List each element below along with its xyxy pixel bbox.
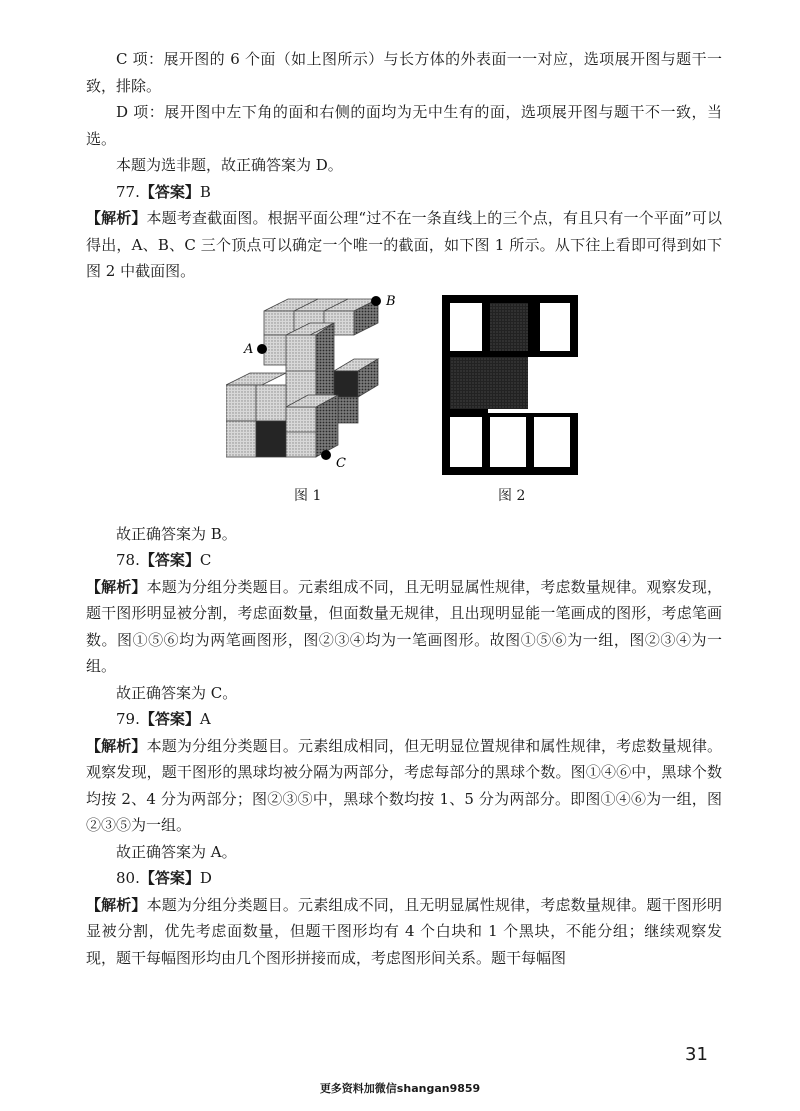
footer-note: 更多资料加微信shangan9859 (319, 1082, 481, 1095)
q80-number: 80. (116, 869, 140, 887)
q78-answer-line (86, 547, 722, 574)
figure-1-caption: 图 1 (294, 487, 322, 504)
point-b-marker (371, 296, 381, 306)
q78-analysis-text: 本题为分组分类题目。元素组成不同，且无明显属性规律，考虑数量规律。观察发现，题干图形明显被分割，考虑面数量，但面数量无规律，且出现明显能一笔画成的图形，考虑笔画数。图①⑤⑥均为两笔画图形，图②③④均为一笔画图形。故图①⑤⑥为一组，图②③④为一组。 (86, 577, 722, 675)
q80-answer-line (86, 865, 722, 892)
q80-analysis-text: 本题为分组分类题目。元素组成不同，且无明显属性规律，考虑数量规律。题干图形明显被分割，优先考虑面数量，但题干图形均有 4 个白块和 1 个黑块，不能分组；继续观察发现，题干每幅图形均由几个图形拼接而成，考虑图形间关系。题干每幅图 (86, 895, 722, 967)
q78-conclusion: 故正确答案为 C。 (116, 683, 238, 702)
q79-analysis-text: 本题为分组分类题目。元素组成相同，但无明显位置规律和属性规律，考虑数量规律。观察发现，题干图形的黑球均被分隔为两部分，考虑每部分的黑球个数。图①④⑥中，黑球个数均按 2、4 分为两部分；图②③⑤中，黑球个数均按 1、5 分为两部分。即图①④⑥为一组，图②③⑤为一组。 (86, 736, 722, 834)
q79-analysis-tag: 【解析】 (86, 736, 147, 755)
q77-answer: B (199, 182, 211, 201)
figure-2-section-view (442, 295, 578, 475)
label-b: B (386, 293, 396, 309)
q79-answer-line (86, 706, 722, 733)
page-content (86, 46, 722, 971)
q78-analysis (86, 574, 722, 680)
q77-answer-line (86, 179, 722, 206)
q80-analysis-tag: 【解析】 (86, 895, 147, 914)
point-a-marker (257, 344, 267, 354)
q78-answer: C (199, 551, 212, 569)
q77-number: 77. (116, 182, 140, 201)
q77-answer-tag: 【答案】 (139, 182, 200, 201)
q77-analysis-text: 本题考查截面图。根据平面公理“过不在一条直线上的三个点，有且只有一个平面”可以得出，A、B、C 三个顶点可以确定一个唯一的截面，如下图 1 所示。从下往上看即可得到如下图 2 中截面图。 (86, 209, 722, 280)
page-number: 31 (685, 1044, 708, 1065)
q79-answer-tag: 【答案】 (139, 710, 200, 728)
paragraph-conclusion-76: 本题为选非题，故正确答案为 D。 (116, 156, 343, 174)
paragraph-d-item: D 项：展开图中左下角的面和右侧的面均为无中生有的面，选项展开图与题干不一致，当选。 (86, 103, 722, 148)
figure-2-caption: 图 2 (498, 487, 526, 504)
q77-analysis-tag: 【解析】 (86, 209, 147, 227)
q78-answer-tag: 【答案】 (139, 551, 200, 569)
paragraph-c-item: C 项：展开图的 6 个面（如上图所示）与长方体的外表面一一对应，选项展开图与题干一致，排除。 (86, 50, 722, 95)
q78-analysis-tag: 【解析】 (86, 577, 147, 596)
q77-conclusion: 故正确答案为 B。 (116, 524, 237, 543)
q79-conclusion: 故正确答案为 A。 (116, 842, 237, 861)
point-c-marker (321, 450, 331, 460)
q79-analysis (86, 733, 722, 839)
q78-number: 78. (116, 551, 140, 569)
q80-analysis (86, 892, 722, 972)
figures-row (86, 289, 722, 521)
q77-analysis (86, 205, 722, 285)
figure-1-cube-section (226, 289, 416, 481)
label-a: A (244, 341, 254, 357)
q80-answer: D (199, 869, 212, 887)
cell-dark (490, 303, 528, 351)
q80-answer-tag: 【答案】 (139, 869, 200, 887)
label-c: C (336, 455, 346, 471)
cell-white (450, 303, 482, 351)
q79-answer: A (199, 710, 211, 728)
q79-number: 79. (116, 710, 140, 728)
